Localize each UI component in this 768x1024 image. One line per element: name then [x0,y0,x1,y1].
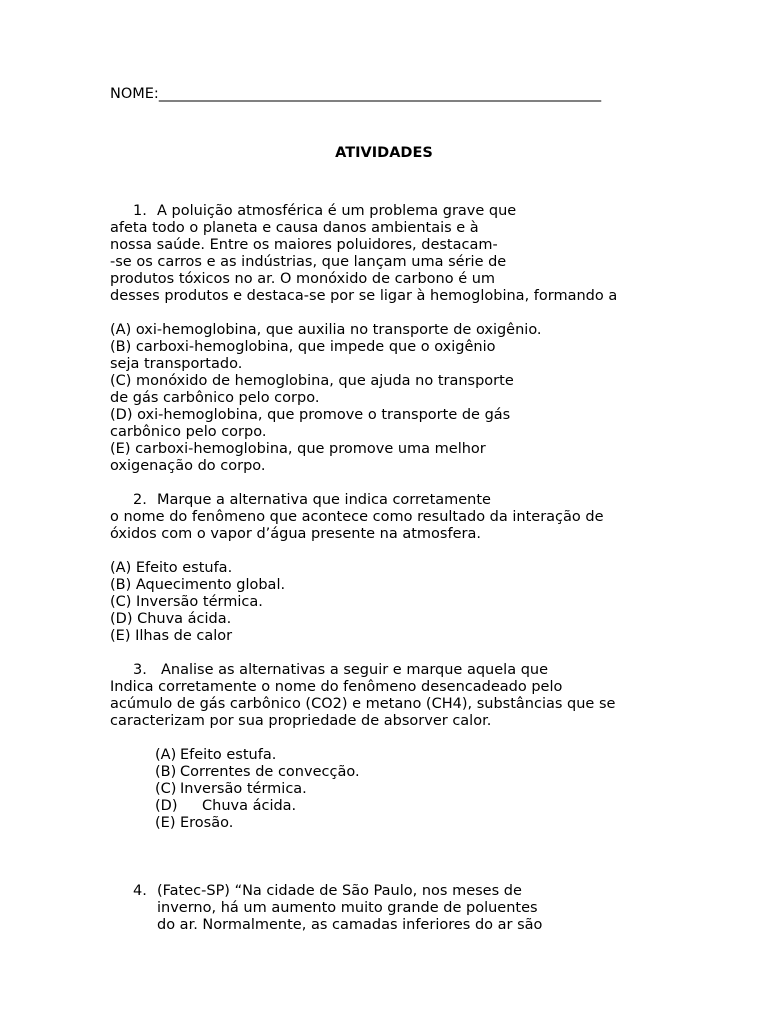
answer-option: (E) Ilhas de calor [110,628,233,644]
answer-option: (B) carboxi-hemoglobina, que impede que o oxigênio [110,339,496,355]
question-text-line: o nome do fenômeno que acontece como resultado da interação de [110,509,604,525]
answer-option: (D) Chuva ácida. [110,611,232,627]
answer-option: (C) Inversão térmica. [110,594,263,610]
answer-option: (D) oxi-hemoglobina, que promove o transporte de gás [110,407,511,423]
option-letter: (D) [155,798,178,814]
option-text: Correntes de convecção. [180,764,360,780]
question-text-line: inverno, há um aumento muito grande de poluentes [157,900,538,916]
answer-option: (A) oxi-hemoglobina, que auxilia no transporte de oxigênio. [110,322,542,338]
question-text-line: caracterizam por sua propriedade de absorver calor. [110,713,492,729]
question-text-line: A poluição atmosférica é um problema grave que [157,203,517,219]
page-title: ATIVIDADES [335,145,433,161]
question-text-line: produtos tóxicos no ar. O monóxido de carbono é um [110,271,496,287]
name-field-label: NOME:_____________________________________________________________ [110,86,602,102]
question-text-line: Marque a alternativa que indica corretamente [157,492,491,508]
answer-option: (B) Aquecimento global. [110,577,286,593]
answer-option: carbônico pelo corpo. [110,424,267,440]
question-number: 2. [133,492,147,508]
option-text: Chuva ácida. [202,798,297,814]
question-text-line: -se os carros e as indústrias, que lançam uma série de [110,254,507,270]
question-text-line: Analise as alternativas a seguir e marque aquela que [161,662,549,678]
question-text-line: óxidos com o vapor d’água presente na atmosfera. [110,526,481,542]
question-text-line: do ar. Normalmente, as camadas inferiores do ar são [157,917,543,933]
answer-option: de gás carbônico pelo corpo. [110,390,320,406]
answer-option: oxigenação do corpo. [110,458,266,474]
question-text-line: afeta todo o planeta e causa danos ambientais e à [110,220,479,236]
question-text-line: acúmulo de gás carbônico (CO2) e metano (CH4), substâncias que se [110,696,616,712]
answer-option: (A) Efeito estufa. [110,560,233,576]
option-letter: (A) [155,747,177,763]
option-text: Inversão térmica. [180,781,307,797]
answer-option: seja transportado. [110,356,243,372]
question-number: 3. [133,662,147,678]
option-text: Efeito estufa. [180,747,277,763]
option-letter: (E) [155,815,176,831]
option-letter: (B) [155,764,177,780]
option-text: Erosão. [180,815,234,831]
option-letter: (C) [155,781,177,797]
answer-option: (C) monóxido de hemoglobina, que ajuda no transporte [110,373,514,389]
question-text-line: (Fatec-SP) “Na cidade de São Paulo, nos meses de [157,883,522,899]
answer-option: (E) carboxi-hemoglobina, que promove uma melhor [110,441,486,457]
question-text-line: desses produtos e destaca-se por se ligar à hemoglobina, formando a [110,288,618,304]
question-text-line: nossa saúde. Entre os maiores poluidores, destacam- [110,237,498,253]
question-text-line: Indica corretamente o nome do fenômeno desencadeado pelo [110,679,563,695]
question-number: 4. [133,883,147,899]
question-number: 1. [133,203,147,219]
